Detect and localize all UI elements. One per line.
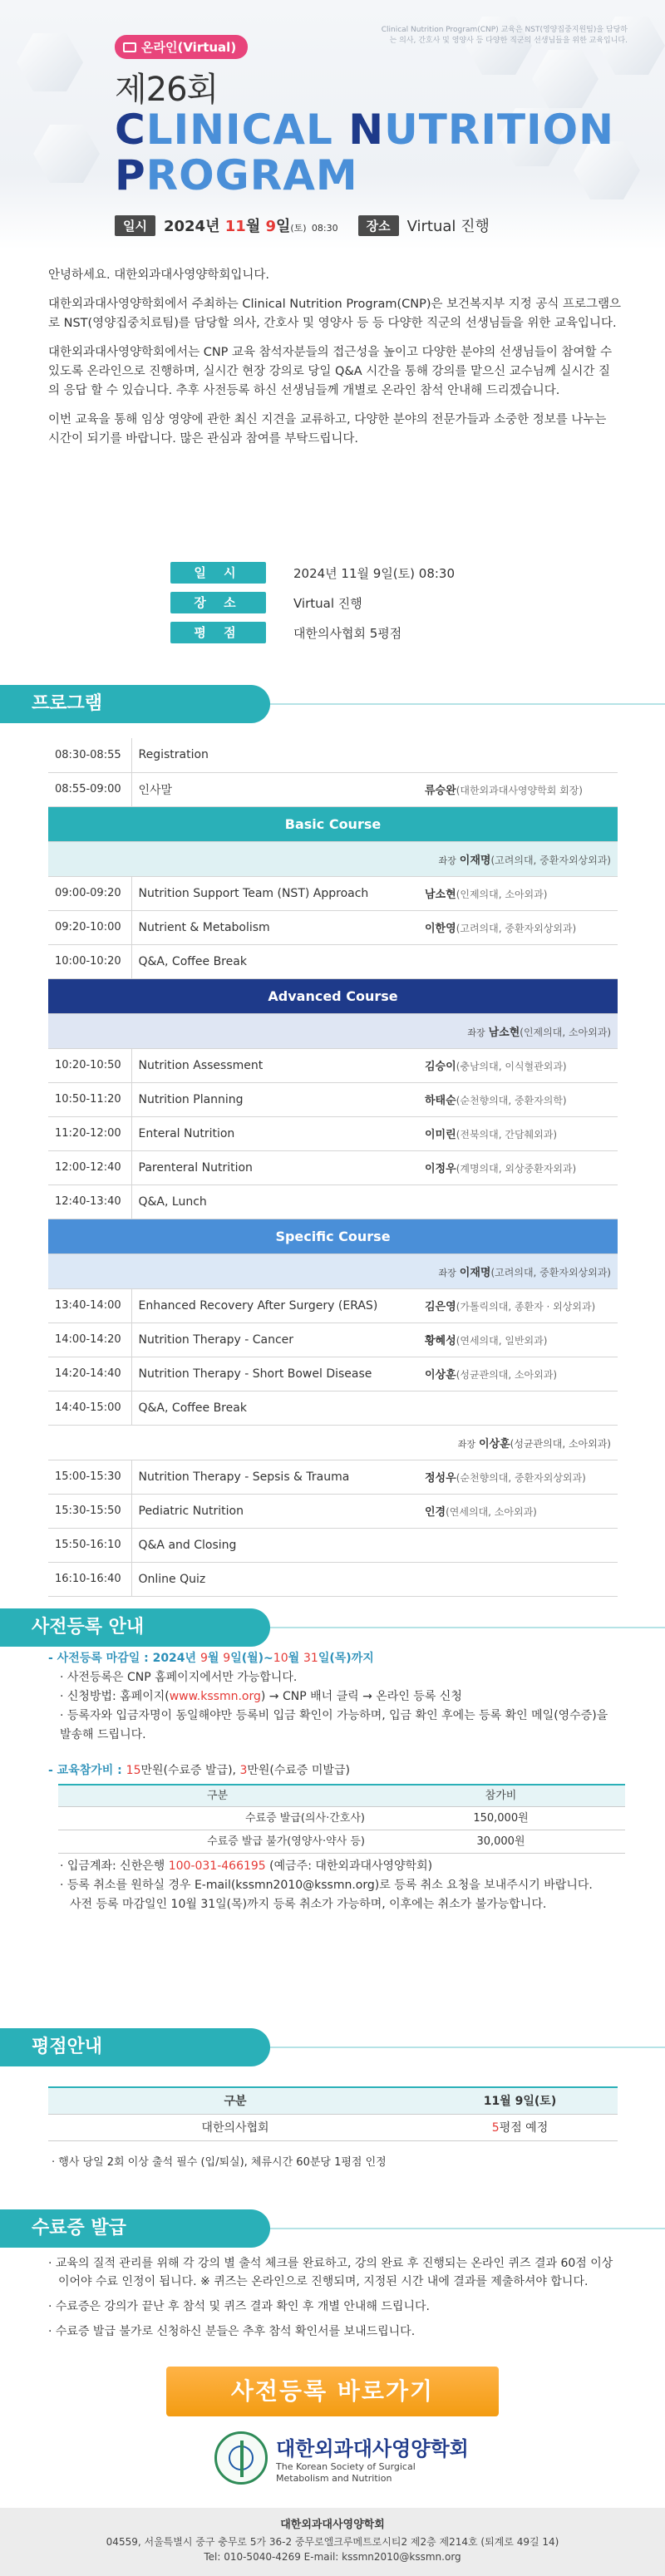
- speaker-affiliation: (연세의대, 일반외과): [456, 1335, 548, 1347]
- session-speaker: [418, 1048, 618, 1082]
- session-title: Enhanced Recovery After Surgery (ERAS): [131, 1288, 418, 1322]
- event-info-row: [115, 214, 490, 236]
- header-banner: [0, 0, 665, 249]
- summary-label: 장 소: [170, 592, 266, 613]
- cancel-info: 사전 등록 마감일인 10월 31일(목)까지 등록 취소가 가능하며, 이후에는 취소가 불가능합니다.: [70, 1897, 547, 1911]
- deadline-part: 일(월)~: [230, 1652, 273, 1665]
- chair-affiliation: (고려의대, 중환자외상외과): [490, 854, 611, 866]
- logo-name-en: Metabolism and Nutrition: [276, 2472, 392, 2484]
- logo-text: [276, 2432, 469, 2485]
- course-title: Basic Course: [48, 806, 618, 841]
- session-time: 08:30-08:55: [48, 738, 131, 772]
- program-row: [48, 1116, 618, 1150]
- deadline-part: 9: [200, 1652, 208, 1665]
- score-note: · 행사 당일 2회 이상 출석 필수 (입/퇴실), 체류시간 60분당 1평점 인정: [52, 2156, 387, 2169]
- fee-part: 만원(수료증 발급),: [140, 1764, 240, 1777]
- chair-affiliation: (성균관의대, 소아외과): [510, 1437, 611, 1450]
- session-title: Q&A, Lunch: [131, 1185, 418, 1219]
- course-header: [48, 1219, 618, 1254]
- deadline-part: 31: [303, 1652, 318, 1665]
- program-row: [48, 772, 618, 806]
- chair-row: [48, 1254, 618, 1288]
- section-header-registration: 사전등록 안내: [0, 1608, 270, 1647]
- footer-contact: Tel: 010-5040-4269 E-mail: kssmn2010@kssmn.org: [204, 2551, 461, 2563]
- session-title: Nutrition Therapy - Cancer: [131, 1322, 418, 1357]
- method-text: 신청방법: 홈페이지(: [66, 1690, 170, 1703]
- program-row: [48, 1357, 618, 1391]
- session-time: 13:40-14:00: [48, 1288, 131, 1322]
- program-row: [48, 1185, 618, 1219]
- chair-label: 좌장: [457, 1438, 475, 1450]
- chair-affiliation: (고려의대, 중환자외상외과): [490, 1266, 611, 1278]
- title-text: ROGRAM: [145, 151, 358, 199]
- header-note: Clinical Nutrition Program(CNP) 교육은 NST(영양집중지원팀)을 담당하는 의사, 간호사 및 영양사 등 다양한 직군의 선생님들을 위한 교육입니다.: [381, 26, 628, 45]
- society-emblem-icon: [214, 2431, 268, 2485]
- session-title: Online Quiz: [131, 1562, 418, 1596]
- session-title: Nutrition Assessment: [131, 1048, 418, 1082]
- session-time: 08:55-09:00: [48, 772, 131, 806]
- speaker-affiliation: (연세의대, 소아외과): [446, 1506, 537, 1518]
- fee-row: [58, 1830, 625, 1853]
- event-date: [164, 214, 338, 236]
- course-header: [48, 978, 618, 1013]
- date-part: 11: [224, 218, 246, 235]
- program-row: [48, 1082, 618, 1116]
- fee-type: 수료증 발급(의사·간호사): [58, 1806, 377, 1830]
- session-speaker: [418, 1562, 618, 1596]
- score-org: 대한의사협회: [48, 2114, 422, 2140]
- fee-part: 15: [126, 1764, 141, 1777]
- footer: [0, 2508, 665, 2576]
- chair-row: [48, 841, 618, 876]
- deadline-part: 월: [207, 1652, 224, 1665]
- session-speaker: [418, 1460, 618, 1494]
- summary-value: 대한의사협회 5평점: [293, 625, 402, 641]
- session-speaker: [418, 1150, 618, 1185]
- summary-row: [170, 619, 503, 646]
- speaker-affiliation: (가톨릭의대, 종환자 · 외상외과): [456, 1301, 596, 1313]
- session-title: Enteral Nutrition: [131, 1116, 418, 1150]
- register-now-button[interactable]: 사전등록 바로가기: [166, 2367, 499, 2416]
- score-col-header: 11월 9일(토): [422, 2087, 618, 2114]
- hexagon-decoration: [17, 33, 83, 91]
- deadline-part: 2024년: [152, 1652, 200, 1665]
- title-text: UTRITION: [384, 106, 615, 154]
- intro-paragraph: 이번 교육을 통해 임상 영양에 관한 최신 지견을 교류하고, 다양한 분야의 전문가들과 소중한 정보를 나누는 시간이 되기를 바랍니다. 많은 관심과 참여를 부탁드립니다.: [48, 413, 607, 446]
- session-title: Nutrition Support Team (NST) Approach: [131, 876, 418, 910]
- footer-address: 04559, 서울특별시 중구 충무로 5가 36-2 중무로엘크루메트로시티2 제2층 제214호 (퇴계로 49길 14): [106, 2536, 559, 2548]
- online-badge-label: 온라인(Virtual): [141, 40, 237, 55]
- session-title: Q&A and Closing: [131, 1528, 418, 1562]
- registration-method: [60, 1687, 622, 1707]
- fee-head: - 교육참가비 :: [48, 1764, 126, 1777]
- fee-amount: 30,000원: [377, 1830, 625, 1853]
- fee-col-header: 구분: [58, 1785, 377, 1806]
- session-time: 14:40-15:00: [48, 1391, 131, 1425]
- session-time: 09:00-09:20: [48, 876, 131, 910]
- session-title: Nutrition Therapy - Short Bowel Disease: [131, 1357, 418, 1391]
- date-part: 일: [276, 218, 291, 235]
- society-logo: [214, 2431, 469, 2485]
- registration-deadline: [48, 1649, 622, 1668]
- summary-value: Virtual 진행: [293, 595, 362, 611]
- event-venue: Virtual 진행: [406, 218, 490, 235]
- logo-name-kr: 대한외과대사영양학회: [276, 2436, 469, 2460]
- program-row: [48, 1460, 618, 1494]
- program-row: [48, 876, 618, 910]
- chair-label: 좌장: [438, 1267, 456, 1278]
- deadline-part: 일(목)까지: [318, 1652, 374, 1665]
- session-title: 인사말: [131, 772, 418, 806]
- edition-title: 제26회: [115, 71, 219, 109]
- session-speaker: [418, 1357, 618, 1391]
- program-title-line2: [115, 152, 358, 199]
- intro-paragraph: 대한외과대사영양학회에서는 CNP 교육 참석자분들의 접근성을 높이고 다양한 분야의 선생님들이 참여할 수 있도록 온라인으로 진행하며, 실시간 현장 강의로 당일 Q&A 시간을 통해 강의를 맡으신 교수님께 실시간 질의 응답 할 수 있습니다. 추후 사전등록 하신 선생님들께 개별로 온라인 참석 안내해 드리겠습니다.: [48, 346, 613, 397]
- summary-label: 평 점: [170, 622, 266, 643]
- session-time: 10:20-10:50: [48, 1048, 131, 1082]
- chair-cell: [48, 1013, 618, 1048]
- online-badge: [115, 35, 248, 59]
- speaker-name: 황혜성: [425, 1335, 456, 1347]
- chair-row: [48, 1013, 618, 1048]
- program-row: [48, 738, 618, 772]
- bank-account-number: 100-031-466195: [168, 1859, 266, 1873]
- session-speaker: [418, 1322, 618, 1357]
- score-table: [48, 2086, 618, 2141]
- section-header-score: 평점안내: [0, 2028, 270, 2066]
- speaker-name: 이미린: [425, 1129, 456, 1141]
- chair-name: 이상훈: [478, 1437, 510, 1451]
- program-row: [48, 1048, 618, 1082]
- hexagon-decoration: [532, 50, 598, 108]
- title-text: LINICAL: [145, 106, 349, 154]
- speaker-name: 남소현: [425, 889, 456, 901]
- registration-item: · 사전등록은 CNP 홈페이지에서만 가능합니다.: [60, 1668, 622, 1687]
- fee-amount: 150,000원: [377, 1806, 625, 1830]
- chair-cell: [48, 1425, 618, 1460]
- program-row: [48, 1288, 618, 1322]
- certificate-item: · 수료증 발급 불가로 신청하신 분들은 추후 참석 확인서를 보내드립니다.: [48, 2325, 416, 2338]
- summary-row: [170, 589, 503, 616]
- bank-text: (예금주: 대한외과대사영양학회): [265, 1859, 433, 1873]
- session-speaker: [418, 1288, 618, 1322]
- chair-name: 이재명: [459, 854, 491, 867]
- session-speaker: [418, 772, 618, 806]
- speaker-affiliation: (전북의대, 간담췌외과): [456, 1129, 558, 1140]
- summary-label: 일 시: [170, 562, 266, 584]
- session-time: 14:20-14:40: [48, 1357, 131, 1391]
- program-row: [48, 1391, 618, 1425]
- venue-tag: 장소: [358, 215, 399, 236]
- program-row: [48, 1528, 618, 1562]
- registration-info: [48, 1649, 622, 1914]
- program-row: [48, 1494, 618, 1528]
- deadline-part: 10: [273, 1652, 288, 1665]
- course-title: Advanced Course: [48, 978, 618, 1013]
- intro-paragraph: 대한외과대사영양학회에서 주최하는 Clinical Nutrition Program(CNP)은 보건복지부 지정 공식 프로그램으로 NST(영양집중치료팀)를 담당할 의사, 간호사 및 영양사 등 등 다양한 직군의 선생님들을 위한 교육입니다.: [48, 298, 622, 330]
- session-title: Registration: [131, 738, 418, 772]
- bank-info-list: [48, 1857, 622, 1895]
- session-time: 12:00-12:40: [48, 1150, 131, 1185]
- fee-row: [58, 1806, 625, 1830]
- session-title: Nutrition Planning: [131, 1082, 418, 1116]
- session-title: Parenteral Nutrition: [131, 1150, 418, 1185]
- program-title-line1: [115, 106, 614, 153]
- chair-label: 좌장: [438, 855, 456, 866]
- homepage-link[interactable]: www.kssmn.org: [169, 1690, 261, 1703]
- chair-name: 이재명: [459, 1266, 491, 1279]
- fee-table: [58, 1784, 625, 1854]
- cancel-info: · 등록 취소를 원하실 경우 E-mail(kssmn2010@kssmn.org)로 등록 취소 요청을 보내주시기 바랍니다.: [60, 1876, 622, 1895]
- chair-name: 남소현: [488, 1026, 520, 1039]
- deadline-part: 9: [223, 1652, 231, 1665]
- intro-paragraph: 안녕하세요. 대한외과대사영양학회입니다.: [48, 268, 269, 282]
- chair-cell: [48, 841, 618, 876]
- session-time: 11:20-12:00: [48, 1116, 131, 1150]
- session-title: Q&A, Coffee Break: [131, 944, 418, 978]
- monitor-icon: [123, 42, 136, 52]
- registration-item: · 등록자와 입금자명이 동일해야만 등록비 입금 확인이 가능하며, 입금 확인 후에는 등록 확인 메일(영수증)을 발송해 드립니다.: [60, 1707, 622, 1745]
- speaker-affiliation: (충남의대, 이식혈관외과): [456, 1061, 567, 1072]
- method-text: ) → CNP 배너 클릭 → 온라인 등록 신청: [260, 1690, 462, 1703]
- deadline-head: - 사전등록 마감일 :: [48, 1652, 153, 1665]
- session-title: Q&A, Coffee Break: [131, 1391, 418, 1425]
- summary-value: 2024년 11월 9일(토) 08:30: [293, 565, 456, 581]
- program-row: [48, 944, 618, 978]
- score-header-row: [48, 2087, 618, 2114]
- session-speaker: [418, 1391, 618, 1425]
- session-speaker: [418, 910, 618, 944]
- bank-account: [60, 1857, 622, 1876]
- session-title: Nutrition Therapy - Sepsis & Trauma: [131, 1460, 418, 1494]
- session-speaker: [418, 1116, 618, 1150]
- program-table: [48, 738, 618, 1597]
- score-col-header: 구분: [48, 2087, 422, 2114]
- logo-name-en: The Korean Society of Surgical: [276, 2460, 416, 2472]
- hexagon-decoration: [33, 125, 100, 183]
- score-row: [48, 2114, 618, 2140]
- bank-text: 입금계좌: 신한은행: [66, 1859, 169, 1873]
- title-cap: C: [115, 106, 146, 154]
- session-time: 15:50-16:10: [48, 1528, 131, 1562]
- speaker-name: 이상훈: [425, 1369, 456, 1382]
- date-part: 08:30: [311, 223, 338, 234]
- fee-type: 수료증 발급 불가(영양사·약사 등): [58, 1830, 377, 1853]
- chair-row: [48, 1425, 618, 1460]
- session-time: 16:10-16:40: [48, 1562, 131, 1596]
- certificate-item: · 교육의 질적 관리를 위해 각 강의 별 출석 체크를 완료하고, 강의 완료 후 진행되는 온라인 퀴즈 결과 60점 이상이어야 수료 인정이 됩니다. ※ 퀴즈는 온라인으로 진행되며, 지정된 시간 내에 결과를 제출하셔야 합니다.: [48, 2257, 613, 2288]
- speaker-name: 류승완: [425, 785, 456, 797]
- program-row: [48, 1150, 618, 1185]
- date-part: (토): [290, 223, 307, 234]
- session-time: 10:00-10:20: [48, 944, 131, 978]
- score-number: 5: [491, 2121, 500, 2135]
- chair-affiliation: (인제의대, 소아외과): [520, 1026, 611, 1038]
- chair-label: 좌장: [467, 1027, 485, 1038]
- date-part: 9: [265, 218, 276, 235]
- fee-part: 3: [239, 1764, 248, 1777]
- session-title: Pediatric Nutrition: [131, 1494, 418, 1528]
- course-title: Specific Course: [48, 1219, 618, 1254]
- speaker-name: 김승이: [425, 1061, 456, 1073]
- session-time: 14:00-14:20: [48, 1322, 131, 1357]
- speaker-affiliation: (성균관의대, 소아외과): [456, 1369, 558, 1381]
- chair-cell: [48, 1254, 618, 1288]
- date-tag: 일시: [115, 215, 155, 236]
- session-speaker: [418, 1528, 618, 1562]
- fee-info: [48, 1761, 622, 1781]
- session-speaker: [418, 1082, 618, 1116]
- program-row: [48, 1322, 618, 1357]
- speaker-affiliation: (대한외과대사영양학회 회장): [456, 785, 583, 796]
- speaker-name: 하태순: [425, 1095, 456, 1107]
- date-part: 월: [245, 218, 266, 235]
- score-points: [422, 2114, 618, 2140]
- footer-name: 대한외과대사영양학회: [280, 2519, 385, 2531]
- event-summary: [170, 559, 503, 649]
- fee-table-header: [58, 1785, 625, 1806]
- speaker-affiliation: (순천향의대, 중환자의학): [456, 1095, 567, 1106]
- speaker-name: 이한영: [425, 923, 456, 935]
- speaker-affiliation: (순천향의대, 중환자외상외과): [456, 1472, 586, 1484]
- speaker-affiliation: (계명의대, 외상중환자외과): [456, 1163, 577, 1175]
- speaker-affiliation: (인제의대, 소아외과): [456, 889, 548, 900]
- fee-col-header: 참가비: [377, 1785, 625, 1806]
- title-cap: N: [348, 106, 385, 154]
- section-header-program: 프로그램: [0, 685, 270, 723]
- intro-text: [48, 266, 622, 459]
- summary-row: [170, 559, 503, 586]
- session-time: 12:40-13:40: [48, 1185, 131, 1219]
- date-part: 2024년: [163, 218, 225, 235]
- session-time: 15:00-15:30: [48, 1460, 131, 1494]
- session-title: Nutrient & Metabolism: [131, 910, 418, 944]
- speaker-affiliation: (고려의대, 중환자외상외과): [456, 923, 577, 934]
- session-speaker: [418, 738, 618, 772]
- certificate-info: [48, 2254, 622, 2347]
- session-speaker: [418, 1494, 618, 1528]
- session-time: 09:20-10:00: [48, 910, 131, 944]
- speaker-name: 김은영: [425, 1301, 456, 1313]
- program-row: [48, 1562, 618, 1596]
- speaker-name: 정성우: [425, 1472, 456, 1485]
- title-cap: P: [115, 151, 146, 199]
- session-speaker: [418, 1185, 618, 1219]
- certificate-item: · 수료증은 강의가 끝난 후 참석 및 퀴즈 결과 확인 후 개별 안내해 드립니다.: [48, 2300, 430, 2313]
- fee-part: 만원(수료증 미발급): [247, 1764, 350, 1777]
- section-header-certificate: 수료증 발급: [0, 2209, 270, 2248]
- session-speaker: [418, 876, 618, 910]
- session-time: 10:50-11:20: [48, 1082, 131, 1116]
- session-speaker: [418, 944, 618, 978]
- course-header: [48, 806, 618, 841]
- program-row: [48, 910, 618, 944]
- session-time: 15:30-15:50: [48, 1494, 131, 1528]
- deadline-part: 월: [288, 1652, 304, 1665]
- score-text: 평점 예정: [499, 2121, 549, 2135]
- registration-list: [48, 1668, 622, 1745]
- speaker-name: 인경: [425, 1506, 446, 1519]
- speaker-name: 이정우: [425, 1163, 456, 1175]
